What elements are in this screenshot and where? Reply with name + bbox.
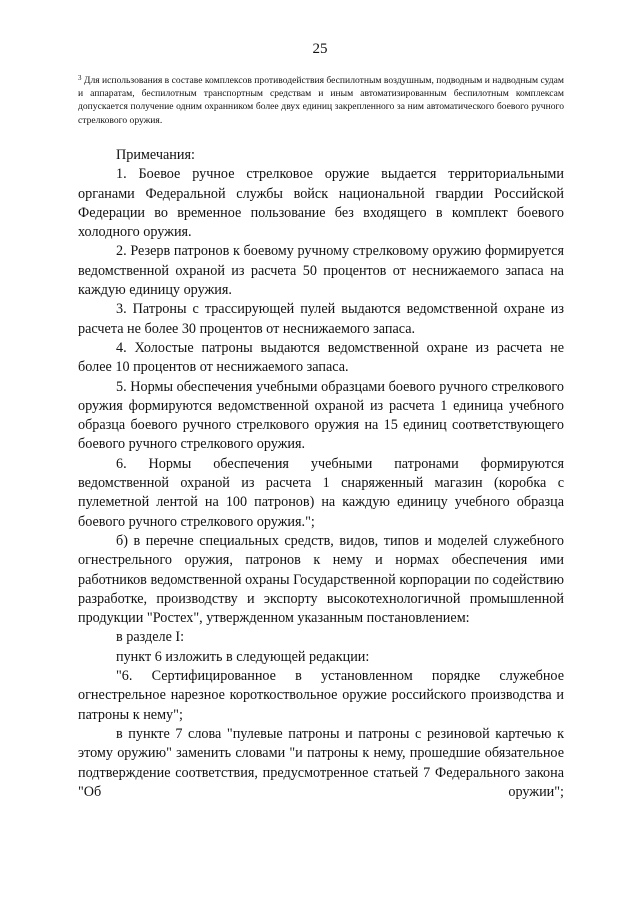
page-number: 25 (312, 41, 328, 57)
note-4-paragraph: 4. Холостые патроны выдаются ведомственной охране из расчета не более 10 процентов от неснижаемого запаса. (78, 339, 564, 376)
section-reference-paragraph: в разделе I: (116, 629, 185, 646)
note-6-paragraph: 6. Нормы обеспечения учебными патронами формируются ведомственной охраной из расчета 1 снаряженный магазин (коробка с пулеметной лентой на 100 патронов) на каждую единицу учебного образца боевого ручного стрелкового оружия."; (78, 455, 564, 530)
note-2-paragraph: 2. Резерв патронов к боевому ручному стрелковому оружию формируется ведомственной охраной из расчета 50 процентов от неснижаемого запаса на каждую единицу оружия. (78, 243, 564, 299)
footnote-text: Для использования в составе комплексов противодействия беспилотным воздушным, подводным и надводным судам и аппаратам, беспилотным транспортным средствам и иным автоматизированным беспилотным комплексам допускается получение одним охранником более двух единиц закрепленного за ним автоматического боевого ручного стрелкового оружия. (78, 75, 564, 126)
notes-heading: Примечания: (116, 147, 195, 163)
point-7-amendment-paragraph: в пункте 7 слова "пулевые патроны и патроны с резиновой картечью к этому оружию" заменить словами "и патроны к нему, прошедшие обязательное подтверждение соответствия, предусмотренное статьей 7 Федерального закона "Об оружии"; (78, 725, 564, 800)
note-5-paragraph: 5. Нормы обеспечения учебными образцами боевого ручного стрелкового оружия формируются ведомственной охраной из расчета 1 единица учебного образца боевого ручного стрелкового оружия на 15 единиц соответствующего боевого ручного стрелкового оружия. (78, 378, 564, 453)
footnote-marker: 3 (78, 74, 82, 82)
note-1-paragraph: 1. Боевое ручное стрелковое оружие выдается территориальными органами Федеральной службы войск национальной гвардии Российской Федерации во временное пользование без входящего в комплект боевого холодного оружия. (78, 166, 564, 241)
point-6-instruction-paragraph: пункт 6 изложить в следующей редакции: (116, 648, 370, 665)
point-6-new-text-paragraph: "6. Сертифицированное в установленном порядке служебное огнестрельное нарезное короткоствольное оружие российского производства и патроны к нему"; (78, 668, 564, 723)
note-3-paragraph: 3. Патроны с трассирующей пулей выдаются ведомственной охране из расчета не более 30 процентов от неснижаемого запаса. (78, 301, 564, 337)
main-text (78, 146, 564, 802)
item-b-paragraph: б) в перечне специальных средств, видов, типов и моделей служебного огнестрельного оружия, патронов к нему и нормах обеспечения ими работников ведомственной охраны Государственной корпорации по содействию разработке, производству и экспорту высокотехнологичной промышленной продукции "Ростех", утвержденном указанным постановлением: (78, 532, 564, 627)
footnote (78, 74, 564, 127)
